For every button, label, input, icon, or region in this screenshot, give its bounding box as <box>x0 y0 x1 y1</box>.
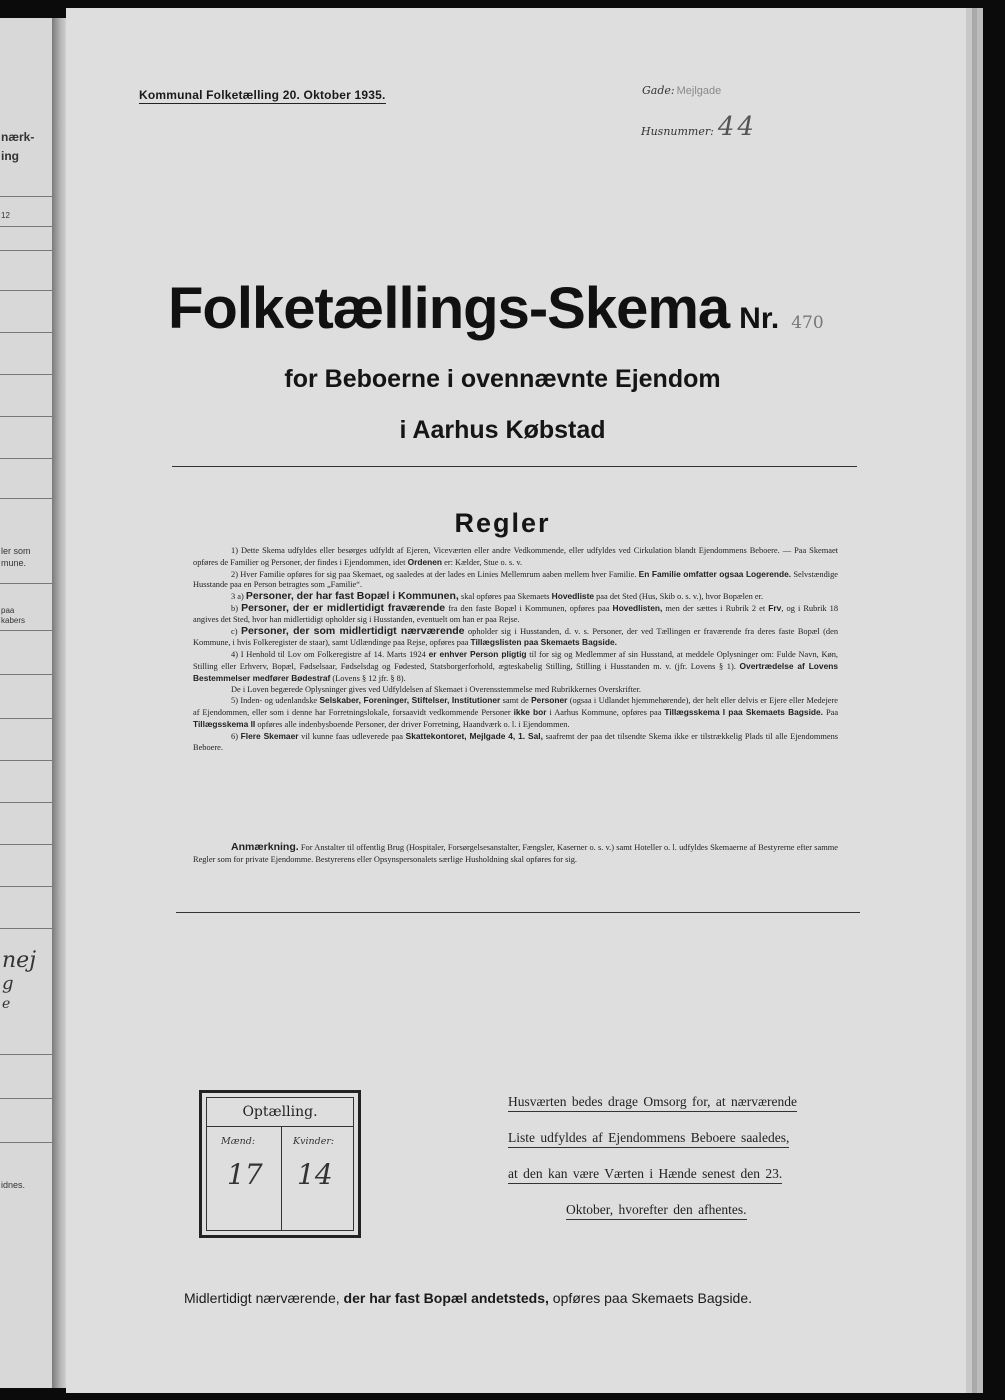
page-edge <box>977 8 983 1393</box>
left-rule <box>0 674 52 675</box>
left-rule <box>0 226 52 227</box>
left-rule <box>0 498 52 499</box>
rules-text <box>193 546 838 753</box>
rule-3c: c) Personer, der som midlertidigt nærværende opholder sig i Husstanden, d. v. s. Personer, der ved Tællingen er fraværende fra deres faste Bopæl (den Kommune, i hvis Folkeregister de staar), samt Udlændinge paa Rejse, opføres paa Tillægslisten paa Skemaets Bagside. <box>193 624 839 648</box>
remark-text <box>193 842 838 865</box>
form-number-label: Nr. <box>739 302 780 335</box>
form-subtitle-city: i Aarhus Købstad <box>399 416 606 444</box>
left-rule <box>0 1098 52 1099</box>
left-rule <box>0 718 52 719</box>
tally-women-label: Kvinder: <box>293 1136 335 1147</box>
rule-6: 6) Flere Skemaer vil kunne faas udleverede paa Skattekontoret, Mejlgade 4, 1. Sal, saafremt der paa det tilsendte Skema ikke er tilstrækkelig Plads til alle Ejendommens Beboere. <box>193 730 839 752</box>
book-spine <box>52 18 66 1388</box>
left-handwriting: g <box>2 973 14 994</box>
instruction-line: at den kan være Værten i Hænde senest den 23. <box>508 1166 782 1184</box>
left-handwriting: e <box>2 996 11 1012</box>
tally-men-label: Mænd: <box>221 1136 256 1147</box>
left-rule <box>0 250 52 251</box>
rule-3b: b) Personer, der er midlertidigt fraværende fra den faste Bopæl i Kommunen, opføres paa Hovedlisten, men der sættes i Rubrik 2 et Frv, og i Rubrik 18 angives det Sted, hvor han midlertidigt opholder sig i Husstanden, eventuelt om han er paa Rejse. <box>193 601 839 624</box>
instruction-line: Oktober, hvorefter den afhentes. <box>566 1202 747 1220</box>
footer-note: Midlertidigt nærværende, der har fast Bopæl andetsteds, opføres paa Skemaets Bagside. <box>184 1290 753 1306</box>
left-rule <box>0 290 52 291</box>
census-label: Kommunal Folketælling 20. Oktober 1935. <box>139 88 386 102</box>
left-fragment: 12 <box>1 211 10 220</box>
form-title-main: Folketællings-Skema <box>168 276 730 341</box>
left-handwriting: nej <box>2 948 37 973</box>
left-rule <box>0 583 52 584</box>
street-label: Gade: <box>642 84 675 97</box>
remark-lead: Anmærkning. <box>231 841 299 853</box>
remark-body: For Anstalter til offentlig Brug (Hospitaler, Forsørgelsesanstalter, Fængsler, Kaserner o. s. v.) samt Hoteller o. l. udfyldes Skemaerne af Bestyrerne efter samme Regler som for private Ejendomme. Bestyrerens eller Opsynspersonalets særlige Husholdning skal opføres for sig. <box>193 843 838 864</box>
left-rule <box>0 196 52 197</box>
left-rule <box>0 844 52 845</box>
rule-5: 5) Inden- og udenlandske Selskaber, Foreninger, Stiftelser, Institutioner samt de Personer (ogsaa i Udlandet hjemmehørende), der helt eller delvis er Ejere eller Medejere af Ejendommen, eller som i denne har Forretningslokale, forsaavidt vedkommende Personer ikke bor i Aarhus Kommune, opføres paa Tillægsskema I paa Skemaets Bagside. Paa Tillægsskema II opføres alle indenbysboende Personer, der driver Forretning, Haandværk o. l. i Ejendommen. <box>193 695 839 729</box>
tally-title: Optælling. <box>242 1104 318 1120</box>
instruction-line: Liste udfyldes af Ejendommens Beboere saaledes, <box>508 1130 789 1148</box>
divider <box>172 466 857 467</box>
left-rule <box>0 802 52 803</box>
form-title <box>168 275 868 342</box>
house-number-field <box>641 112 757 142</box>
left-fragment: idnes. <box>1 1180 26 1190</box>
divider <box>176 912 860 913</box>
left-fragment: paa <box>1 606 15 615</box>
rules-heading: Regler <box>454 508 551 538</box>
rule-4b: De i Loven begærede Oplysninger gives ved Udfyldelsen af Skemaet i Overensstemmelse med Rubrikkernes Overskrifter. <box>231 684 642 694</box>
rule-1: 1) Dette Skema udfyldes eller besørges udfyldt af Ejeren, Viceværten eller andre Vedkommende, eller udfyldes ved Cirkulation blandt Ejendommens Beboere. — Paa Skemaet opføres de Familier og Personer, der findes i Ejendommen, idet Ordenen er: Kælder, Stue o. s. v. <box>193 546 838 567</box>
form-number-value: 470 <box>791 313 824 333</box>
left-fragment: ler som <box>1 546 31 556</box>
house-number-label: Husnummer: <box>641 125 714 138</box>
left-page-fragment <box>0 18 54 1388</box>
tally-box <box>199 1090 361 1238</box>
left-fragment: kabers <box>1 616 26 625</box>
left-fragment: nærk- <box>1 130 35 144</box>
left-rule <box>0 332 52 333</box>
rule-3a: 3 a) Personer, der har fast Bopæl i Kommunen, skal opføres paa Skemaets Hovedliste paa det Sted (Hus, Skib o. s. v.), hvor Bopælen er. <box>231 590 764 603</box>
street-field <box>642 84 721 97</box>
instruction-line: Husværten bedes drage Omsorg for, at nærværende <box>508 1094 797 1112</box>
left-rule <box>0 630 52 631</box>
form-subtitle: for Beboerne i ovennævnte Ejendom <box>284 365 721 393</box>
left-rule <box>0 928 52 929</box>
left-rule <box>0 886 52 887</box>
left-rule <box>0 760 52 761</box>
left-rule <box>0 1054 52 1055</box>
left-fragment: ing <box>1 149 19 163</box>
house-number-value: 44 <box>717 112 757 142</box>
rule-2: 2) Hver Familie opføres for sig paa Skemaet, og saaledes at der lades en Linies Mellemrum aaben mellem hver Familie. En Familie omfatter ogsaa Logerende. Selvstændige Husstande paa en Person betragtes som „Familie“. <box>193 568 839 590</box>
street-value: Mejlgade <box>676 85 722 97</box>
left-fragment: mune. <box>1 558 27 568</box>
left-rule <box>0 1142 52 1143</box>
tally-men-value: 17 <box>227 1158 263 1191</box>
left-rule <box>0 458 52 459</box>
tally-women-value: 14 <box>297 1158 333 1191</box>
rule-4: 4) I Henhold til Lov om Folkeregistre af 14. Marts 1924 er enhver Person pligtig til for sig og Medlemmer af sin Husstand, at meddele Oplysninger om: Fulde Navn, Køn, Stilling eller Erhverv, Bopæl, Fødselsaar, Fødselsdag og Fødested, Statsborgerforhold, ægteskabelig Stilling, Stilling i Husstanden m. v. (jfr. Lovens § 1). Overtrædelse af Lovens Bestemmelser medfører Bødestraf (Lovens § 12 jfr. § 8). <box>193 649 839 683</box>
